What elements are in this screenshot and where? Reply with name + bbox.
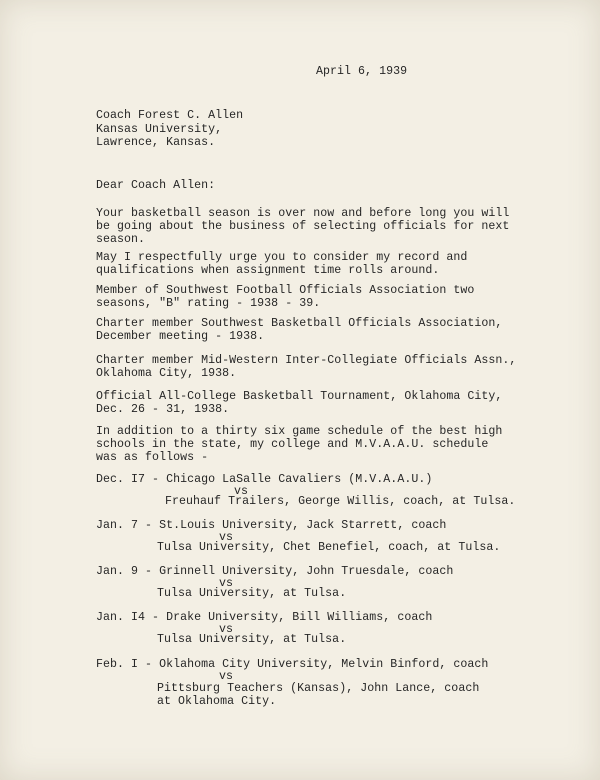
game-line: Tulsa University, Chet Benefiel, coach, at Tulsa. xyxy=(157,541,501,554)
game-versus: vs xyxy=(234,485,249,498)
text-line: Charter member Southwest Basketball Officials Association, xyxy=(96,317,503,330)
game-line: Freuhauf Trailers, George Willis, coach, at Tulsa. xyxy=(165,495,516,508)
text-line: May I respectfully urge you to consider my record and xyxy=(96,251,468,264)
recipient-organization: Kansas University, xyxy=(96,123,223,136)
text-line: Member of Southwest Football Officials Association two xyxy=(96,284,475,297)
text-line: Oklahoma City, 1938. xyxy=(96,367,237,380)
game-line: Jan. 9 - Grinnell University, John Truesdale, coach xyxy=(96,565,454,578)
game-line: Feb. I - Oklahoma City University, Melvin Binford, coach xyxy=(96,658,489,671)
text-line: December meeting - 1938. xyxy=(96,330,265,343)
letter-date: April 6, 1939 xyxy=(316,65,408,78)
game-line: Jan. I4 - Drake University, Bill Williams, coach xyxy=(96,611,433,624)
text-line: schools in the state, my college and M.V.A.A.U. schedule xyxy=(96,438,489,451)
game-line: Dec. I7 - Chicago LaSalle Cavaliers (M.V.A.A.U.) xyxy=(96,473,433,486)
text-line: be going about the business of selecting officials for next xyxy=(96,220,510,233)
text-line: qualifications when assignment time rolls around. xyxy=(96,264,440,277)
recipient-city: Lawrence, Kansas. xyxy=(96,136,216,149)
text-line: In addition to a thirty six game schedule of the best high xyxy=(96,425,503,438)
game-line: Jan. 7 - St.Louis University, Jack Starrett, coach xyxy=(96,519,447,532)
salutation: Dear Coach Allen: xyxy=(96,179,216,192)
game-versus: vs xyxy=(219,577,234,590)
game-line: Pittsburg Teachers (Kansas), John Lance, coach xyxy=(157,682,480,695)
text-line: Dec. 26 - 31, 1938. xyxy=(96,403,230,416)
text-line: seasons, "B" rating - 1938 - 39. xyxy=(96,297,321,310)
game-line: Tulsa University, at Tulsa. xyxy=(157,587,347,600)
text-line: Official All-College Basketball Tournament, Oklahoma City, xyxy=(96,390,503,403)
game-line: at Oklahoma City. xyxy=(157,695,277,708)
recipient-name: Coach Forest C. Allen xyxy=(96,109,244,122)
text-line: was as follows - xyxy=(96,451,209,464)
game-versus: vs xyxy=(219,623,234,636)
text-line: Your basketball season is over now and before long you will xyxy=(96,207,510,220)
text-line: season. xyxy=(96,233,146,246)
text-line: Charter member Mid-Western Inter-Collegiate Officials Assn., xyxy=(96,354,517,367)
game-line: Tulsa University, at Tulsa. xyxy=(157,633,347,646)
game-versus: vs xyxy=(219,670,234,683)
game-versus: vs xyxy=(219,531,234,544)
